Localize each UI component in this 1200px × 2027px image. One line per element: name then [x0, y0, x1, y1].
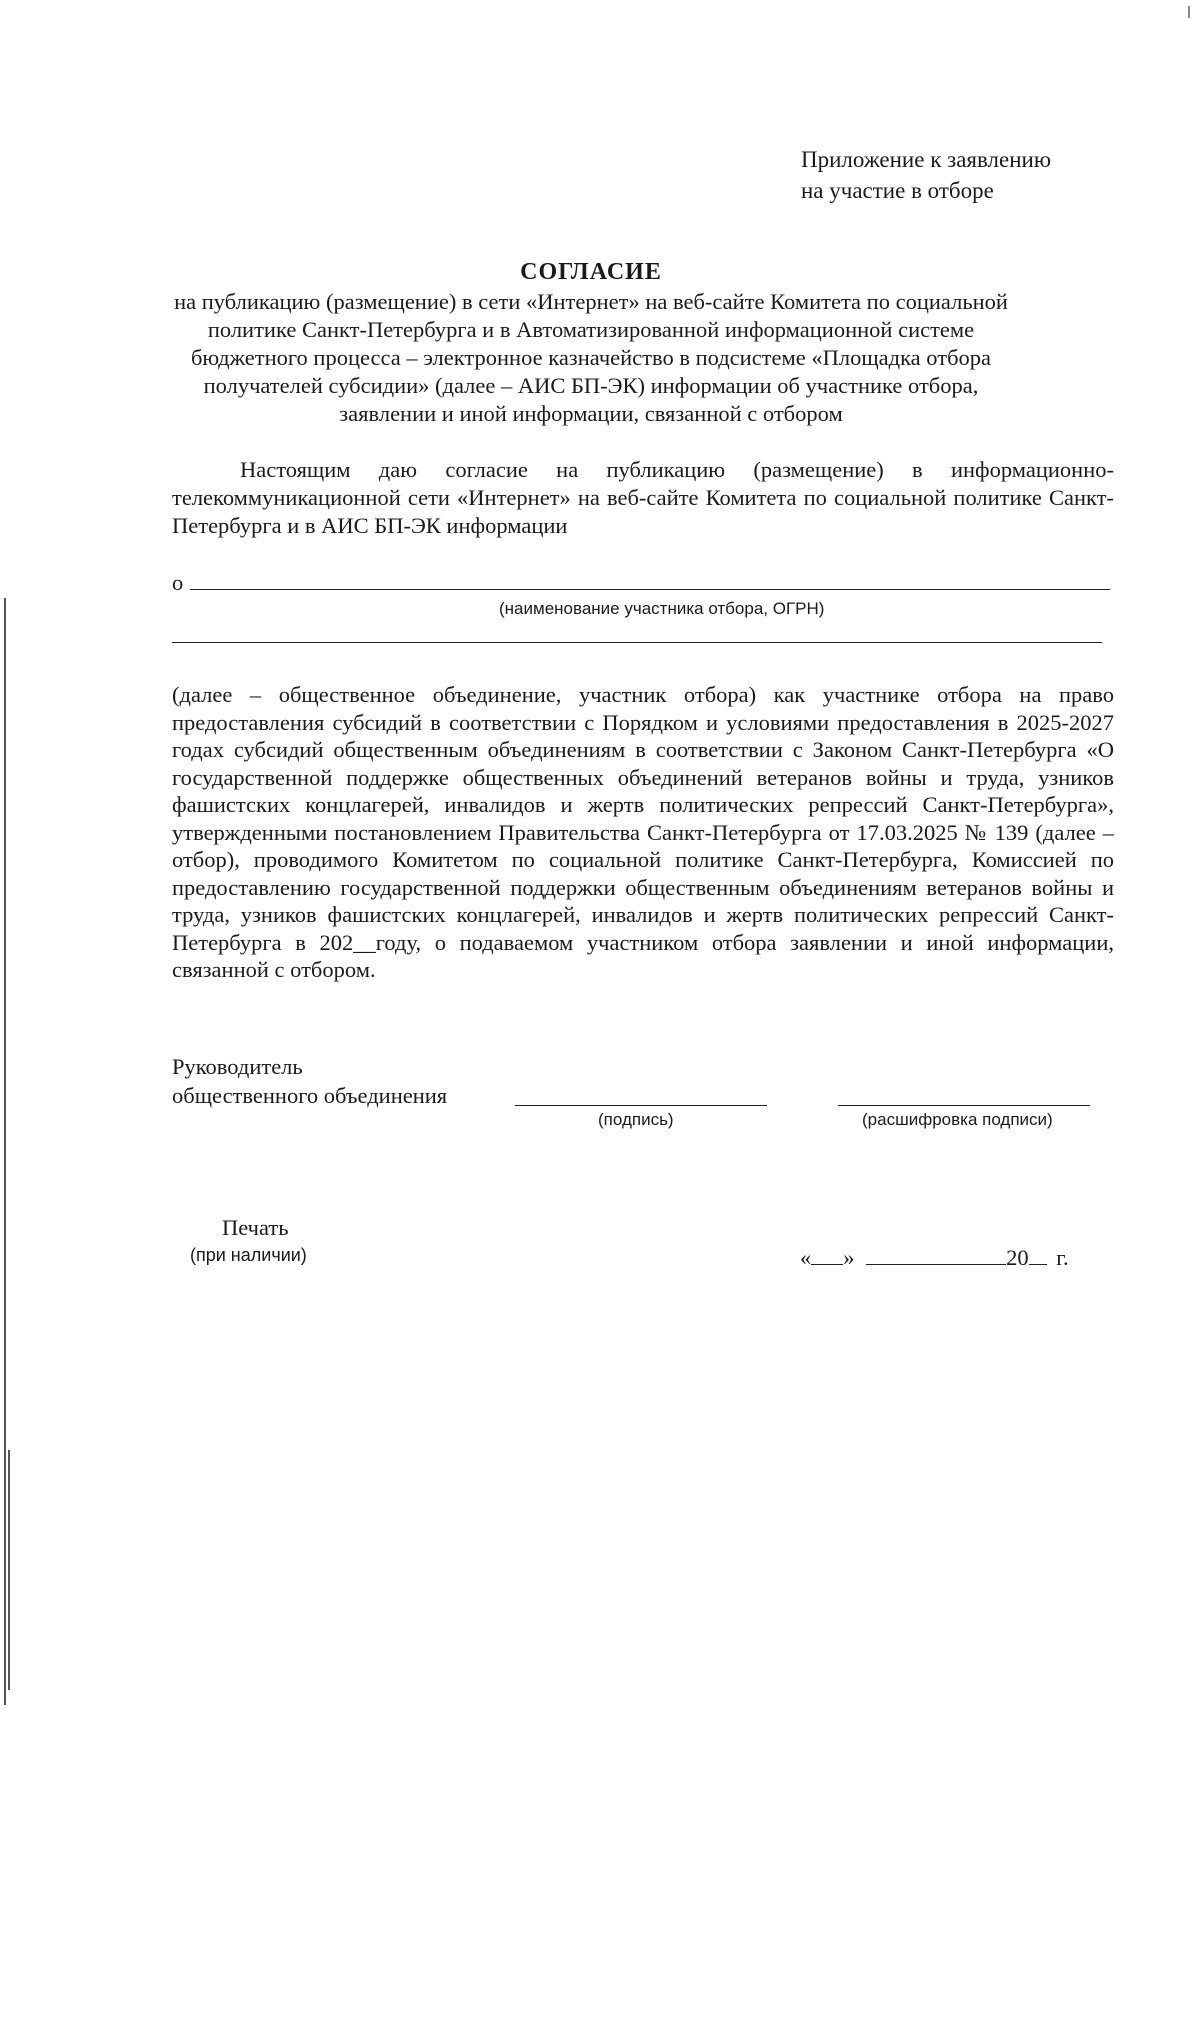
date-line	[800, 1242, 1069, 1271]
signatory-label-line-1: Руководитель	[172, 1054, 303, 1079]
participant-name-field[interactable]	[190, 589, 1110, 590]
seal-note: (при наличии)	[190, 1245, 307, 1265]
seal-label: Печать	[222, 1215, 289, 1240]
signature-decoding-caption: (расшифровка подписи)	[862, 1110, 1053, 1129]
signatory-label	[172, 1052, 447, 1110]
participant-caption: (наименование участника отбора, ОГРН)	[499, 599, 825, 618]
date-month-field[interactable]	[866, 1242, 1006, 1265]
participant-name-field-2[interactable]	[172, 642, 1102, 643]
signature-decoding-field[interactable]	[838, 1105, 1090, 1106]
title-line-3: бюджетного процесса – электронное казначейство в подсистеме «Площадка отбора	[190, 345, 992, 370]
scan-edge-mark	[1188, 6, 1190, 18]
participant-prefix: о	[172, 570, 184, 595]
annex-note	[801, 144, 1051, 206]
date-year-suffix: г.	[1056, 1245, 1069, 1270]
title-line-2: политике Санкт-Петербурга и в Автоматизированной информационной системе	[207, 317, 975, 342]
signature-caption: (подпись)	[598, 1110, 674, 1129]
date-year-field[interactable]	[1029, 1242, 1047, 1265]
scan-edge-line-inner	[8, 1450, 10, 1690]
signature-field[interactable]	[515, 1105, 767, 1106]
body-paragraph: (далее – общественное объединение, участник отбора) как участнике отбора на право предоставления субсидий в соответствии с Порядком и условиями предоставления в 2025-2027 годах субсидий общественным объединениям в соответствии с Законом Санкт-Петербурга «О государственной поддержке общественных объединений ветеранов войны и труда, узников фашистских концлагерей, инвалидов и жертв политических репрессий Санкт-Петербурга», утвержденными постановлением Правительства Санкт-Петербурга от 17.03.2025 № 139 (далее – отбор), проводимого Комитетом по социальной политике Санкт-Петербурга, Комиссией по предоставлению государственной поддержки общественным объединениям ветеранов войны и труда, узников фашистских концлагерей, инвалидов и жертв политических репрессий Санкт-Петербурга в 202__году, о подаваемом участником отбора заявлении и иной информации, связанной с отбором.	[172, 682, 1114, 982]
scan-edge-line	[4, 598, 6, 1705]
document-title: СОГЛАСИЕ	[520, 259, 662, 285]
title-line-1: на публикацию (размещение) в сети «Интернет» на веб-сайте Комитета по социальной	[174, 289, 1008, 314]
title-line-5: заявлении и иной информации, связанной с отбором	[339, 401, 843, 426]
date-close-quote: »	[843, 1245, 855, 1270]
title-block	[170, 258, 1012, 428]
title-line-4: получателей субсидии» (далее – АИС БП-ЭК) информации об участнике отбора,	[203, 373, 979, 398]
signatory-label-line-2: общественного объединения	[172, 1083, 448, 1108]
intro-paragraph: Настоящим даю согласие на публикацию (размещение) в информационно-телекоммуникационной сети «Интернет» на веб-сайте Комитета по социальной политике Санкт-Петербурга и в АИС БП-ЭК информации	[172, 457, 1114, 538]
date-year-prefix: 20	[1006, 1245, 1029, 1270]
annex-line-1: Приложение к заявлению	[801, 147, 1052, 172]
date-day-field[interactable]	[811, 1242, 843, 1265]
date-open-quote: «	[800, 1245, 812, 1270]
annex-line-2: на участие в отборе	[801, 178, 994, 203]
